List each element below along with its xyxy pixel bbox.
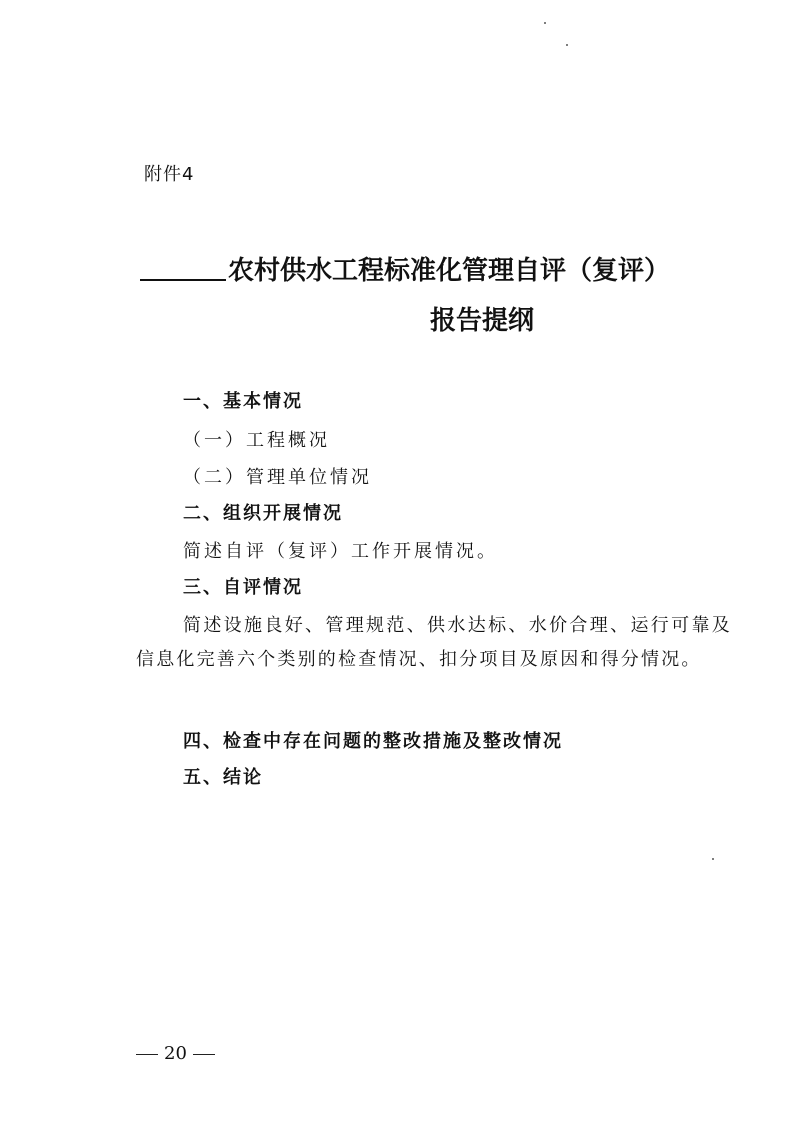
- page-number-value: 20: [164, 1043, 187, 1064]
- section-1-heading: 一、基本情况: [183, 391, 303, 412]
- section-1-2: （二）管理单位情况: [183, 467, 372, 488]
- scan-speck: [544, 22, 546, 24]
- page-number-dash-left: [136, 1054, 158, 1055]
- page-number-dash-right: [193, 1054, 215, 1055]
- section-5-heading: 五、结论: [183, 767, 263, 788]
- section-2-text: 简述自评（复评）工作开展情况。: [183, 541, 498, 562]
- document-title: [140, 250, 670, 287]
- scan-speck: [566, 44, 568, 46]
- title-fill-blank: [140, 253, 226, 281]
- section-1-1: （一）工程概况: [183, 430, 330, 451]
- attachment-label: 附件4: [144, 164, 195, 185]
- section-3-text: 简述设施良好、管理规范、供水达标、水价合理、运行可靠及信息化完善六个类别的检查情况、扣分项目及原因和得分情况。: [136, 615, 732, 670]
- scan-speck: [712, 858, 714, 860]
- page-number: [130, 1043, 221, 1064]
- section-2-heading: 二、组织开展情况: [183, 503, 343, 524]
- section-4-heading: 四、检查中存在问题的整改措施及整改情况: [183, 731, 563, 752]
- title-line-1: 农村供水工程标准化管理自评（复评）: [228, 256, 671, 286]
- title-line-2: 报告提纲: [430, 306, 535, 336]
- section-3-heading: 三、自评情况: [183, 577, 303, 598]
